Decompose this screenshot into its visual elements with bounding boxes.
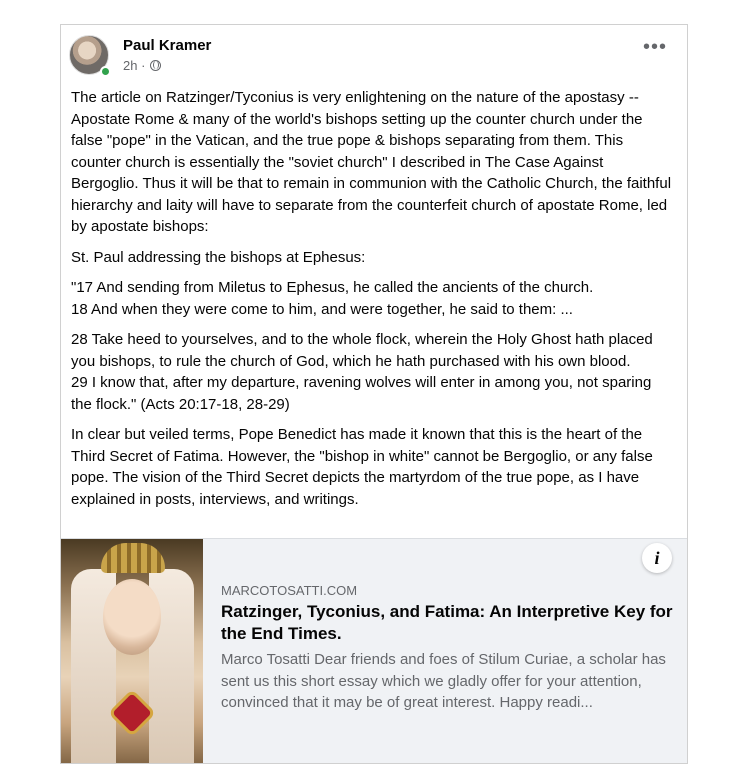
thumbnail-face	[103, 579, 161, 655]
post-header	[69, 35, 679, 77]
link-thumbnail[interactable]	[61, 539, 203, 764]
author-name[interactable]: Paul Kramer	[123, 37, 212, 54]
link-preview[interactable]	[61, 538, 688, 764]
facebook-post-card	[60, 24, 688, 764]
post-paragraph: 28 Take heed to yourselves, and to the whole flock, wherein the Holy Ghost hath placed you bishops, to rule the church of God, which he hath purchased with his own blood. 29 I know that, after my departure, ravening wolves will enter in among you, not sparing the flock." (Acts 20:17-18, 28-29)	[71, 331, 653, 413]
link-domain: MARCOTOSATTI.COM	[221, 583, 358, 598]
link-title[interactable]: Ratzinger, Tyconius, and Fatima: An Interpretive Key for the End Times.	[221, 602, 673, 643]
post-time[interactable]: 2h ·	[123, 58, 146, 73]
post-paragraph: "17 And sending from Miletus to Ephesus, he called the ancients of the church. 18 And when they were come to him, and were together, he said to them: ...	[71, 279, 594, 318]
thumbnail-heart	[112, 693, 152, 733]
post-paragraph: The article on Ratzinger/Tyconius is very enlightening on the nature of the apostasy -- Apostate Rome & many of the world's bishops setting up the counter church under the false "pope" in the Vatican, and the true pope & bishops separating from them. This counter church is essentially the "soviet church" I described in The Case Against Bergoglio. Thus it will be that to remain in communion with the Catholic Church, the faithful hierarchy and laity will have to separate from the counterfeit church of apostate Rome, led by apostate bishops:	[71, 89, 672, 235]
globe-icon	[150, 60, 161, 71]
thumbnail-crown	[101, 543, 165, 573]
post-body	[71, 87, 675, 519]
post-paragraph: In clear but veiled terms, Pope Benedict has made it known that this is the heart of the Third Secret of Fatima. However, the "bishop in white" cannot be Bergoglio, or any false pope. The vision of the Third Secret depicts the martyrdom of the true pope, as I have explained in posts, interviews, and writings.	[71, 426, 653, 508]
link-description: Marco Tosatti Dear friends and foes of Stilum Curiae, a scholar has sent us this short essay which we gladly offer for your attention, convinced that it may be of great interest. Happy readi...	[221, 651, 666, 711]
post-paragraph: St. Paul addressing the bishops at Ephesus:	[71, 248, 366, 266]
online-status-indicator	[100, 66, 111, 77]
post-meta	[123, 58, 161, 73]
more-options-button[interactable]: •••	[642, 36, 667, 58]
info-icon[interactable]: i	[642, 543, 672, 573]
